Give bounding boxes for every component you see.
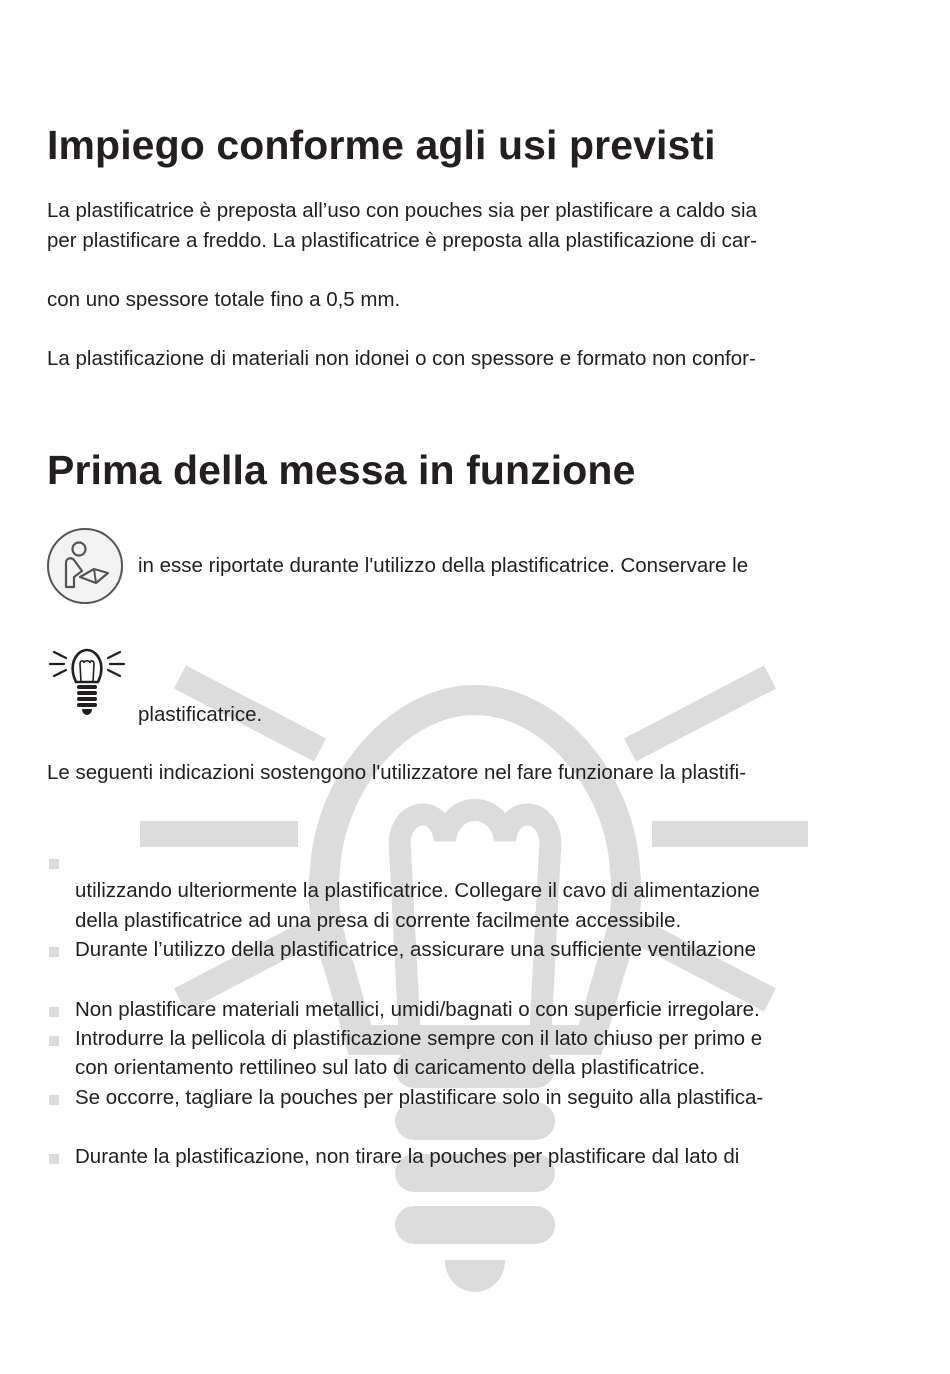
section-heading-before-use: Prima della messa in funzione [47, 447, 636, 493]
lightbulb-tip-icon [48, 638, 126, 718]
paragraph-line: Le seguenti indicazioni sostengono l'utilizzatore nel fare funzionare la plastifi- [47, 761, 747, 784]
bullet-marker [49, 1036, 59, 1046]
bullet-marker [49, 1007, 59, 1017]
paragraph-line: La plastificatrice è preposta all’uso con pouches sia per plastificare a caldo sia [47, 199, 757, 222]
section-heading-intended-use: Impiego conforme agli usi previsti [47, 122, 716, 168]
read-manual-icon [46, 527, 126, 605]
list-item: Se occorre, tagliare la pouches per plastificare solo in seguito alla plastifica- [75, 1086, 764, 1109]
bullet-marker [49, 1154, 59, 1164]
list-item: Durante la plastificazione, non tirare la pouches per plastificare dal lato di [75, 1145, 740, 1168]
bullet-marker [49, 1095, 59, 1105]
list-item: con orientamento rettilineo sul lato di caricamento della plastificatrice. [75, 1056, 706, 1079]
list-item: utilizzando ulteriormente la plastificatrice. Collegare il cavo di alimentazione [75, 879, 760, 902]
tip-line: plastificatrice. [138, 703, 263, 726]
paragraph-line: La plastificazione di materiali non idonei o con spessore e formato non confor- [47, 347, 756, 370]
bullet-marker [49, 947, 59, 957]
lightbulb-watermark-icon [140, 640, 810, 1300]
list-item: Non plastificare materiali metallici, umidi/bagnati o con superficie irregolare. [75, 998, 760, 1021]
list-item: Durante l’utilizzo della plastificatrice, assicurare una sufficiente ventilazione [75, 938, 757, 961]
manual-instruction-line: in esse riportate durante l'utilizzo della plastificatrice. Conservare le [138, 554, 749, 577]
paragraph-line: per plastificare a freddo. La plastificatrice è preposta alla plastificazione di car- [47, 229, 757, 252]
paragraph-line: con uno spessore totale fino a 0,5 mm. [47, 288, 401, 311]
list-item: della plastificatrice ad una presa di corrente facilmente accessibile. [75, 909, 682, 932]
bullet-marker [49, 859, 59, 869]
list-item: Introdurre la pellicola di plastificazione sempre con il lato chiuso per primo e [75, 1027, 763, 1050]
